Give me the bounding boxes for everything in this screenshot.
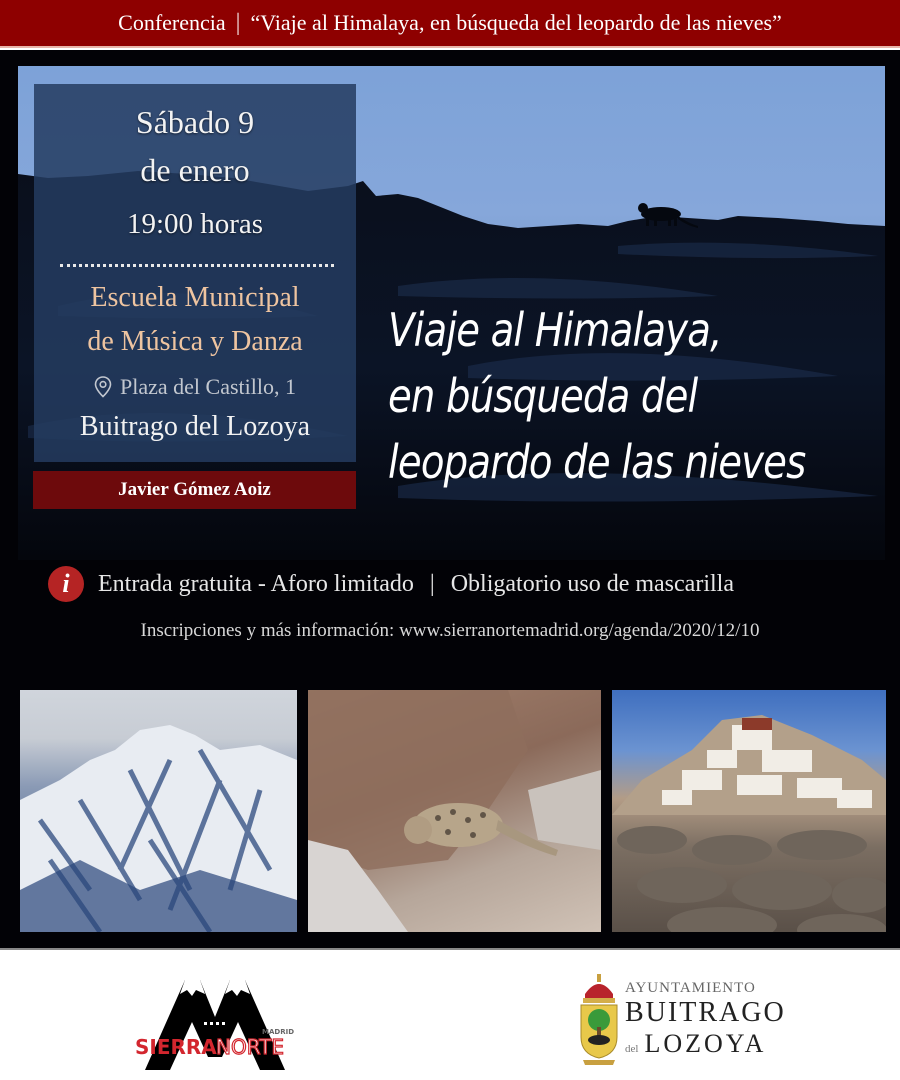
- venue-address: [34, 374, 356, 400]
- lozoya-text: LOZOYA: [644, 1029, 767, 1058]
- sierra-text: SIERRA: [135, 1035, 217, 1059]
- notice-mask-text: Obligatorio uso de mascarilla: [450, 570, 734, 597]
- buitrago-label: BUITRAGO: [625, 997, 786, 1028]
- event-title-line2: en búsqueda del: [388, 369, 698, 423]
- event-title-line1: Viaje al Himalaya,: [388, 303, 722, 357]
- speaker-name-bar: [33, 471, 356, 509]
- del-label: del: [625, 1043, 639, 1055]
- lozoya-label: [625, 1029, 786, 1059]
- header-title: “Viaje al Himalaya, en búsqueda del leopardo de las nieves”: [250, 10, 782, 35]
- registration-info-link[interactable]: Inscripciones y más información: www.sierranortemadrid.org/agenda/2020/12/10: [140, 620, 760, 641]
- header-category: Conferencia: [118, 10, 226, 35]
- leopard-silhouette-icon: [638, 203, 698, 228]
- event-time: 19:00 horas: [126, 208, 264, 240]
- venue-name-line1: Escuela Municipal: [90, 282, 300, 313]
- venue-name-line2: de Música y Danza: [87, 326, 303, 357]
- event-title-line3: leopardo de las nieves: [388, 435, 806, 489]
- sierra-norte-logo[interactable]: [130, 972, 300, 1072]
- ayuntamiento-label: AYUNTAMIENTO: [625, 980, 756, 996]
- snow-leopard-photo: [308, 690, 601, 932]
- dotted-divider: [60, 264, 334, 267]
- snowy-mountains-photo: [20, 690, 297, 932]
- event-title: [388, 297, 808, 495]
- address-text: Plaza del Castillo, 1: [120, 374, 296, 399]
- event-date-month: de enero: [140, 152, 250, 188]
- entry-notice: [48, 565, 868, 603]
- event-info-panel: [34, 84, 356, 462]
- madrid-text: MADRID: [262, 1028, 294, 1036]
- header-bar: [0, 0, 900, 48]
- footer-logos: [0, 952, 900, 1080]
- notice-entry-text: Entrada gratuita - Aforo limitado: [98, 570, 414, 597]
- norte-text: NORTE: [216, 1035, 284, 1059]
- monastery-photo: [612, 690, 886, 932]
- map-pin-icon: [94, 376, 112, 398]
- buitrago-logo-text: [625, 980, 786, 1059]
- header-separator: |: [235, 9, 241, 36]
- venue-town: Buitrago del Lozoya: [79, 411, 311, 442]
- info-icon: i: [48, 566, 84, 602]
- event-date-day: Sábado 9: [135, 104, 255, 140]
- ayuntamiento-buitrago-logo[interactable]: [575, 972, 786, 1067]
- notice-separator: |: [429, 570, 435, 597]
- speaker-name: Javier Gómez Aoiz: [118, 479, 271, 500]
- coat-of-arms-icon: [575, 972, 623, 1067]
